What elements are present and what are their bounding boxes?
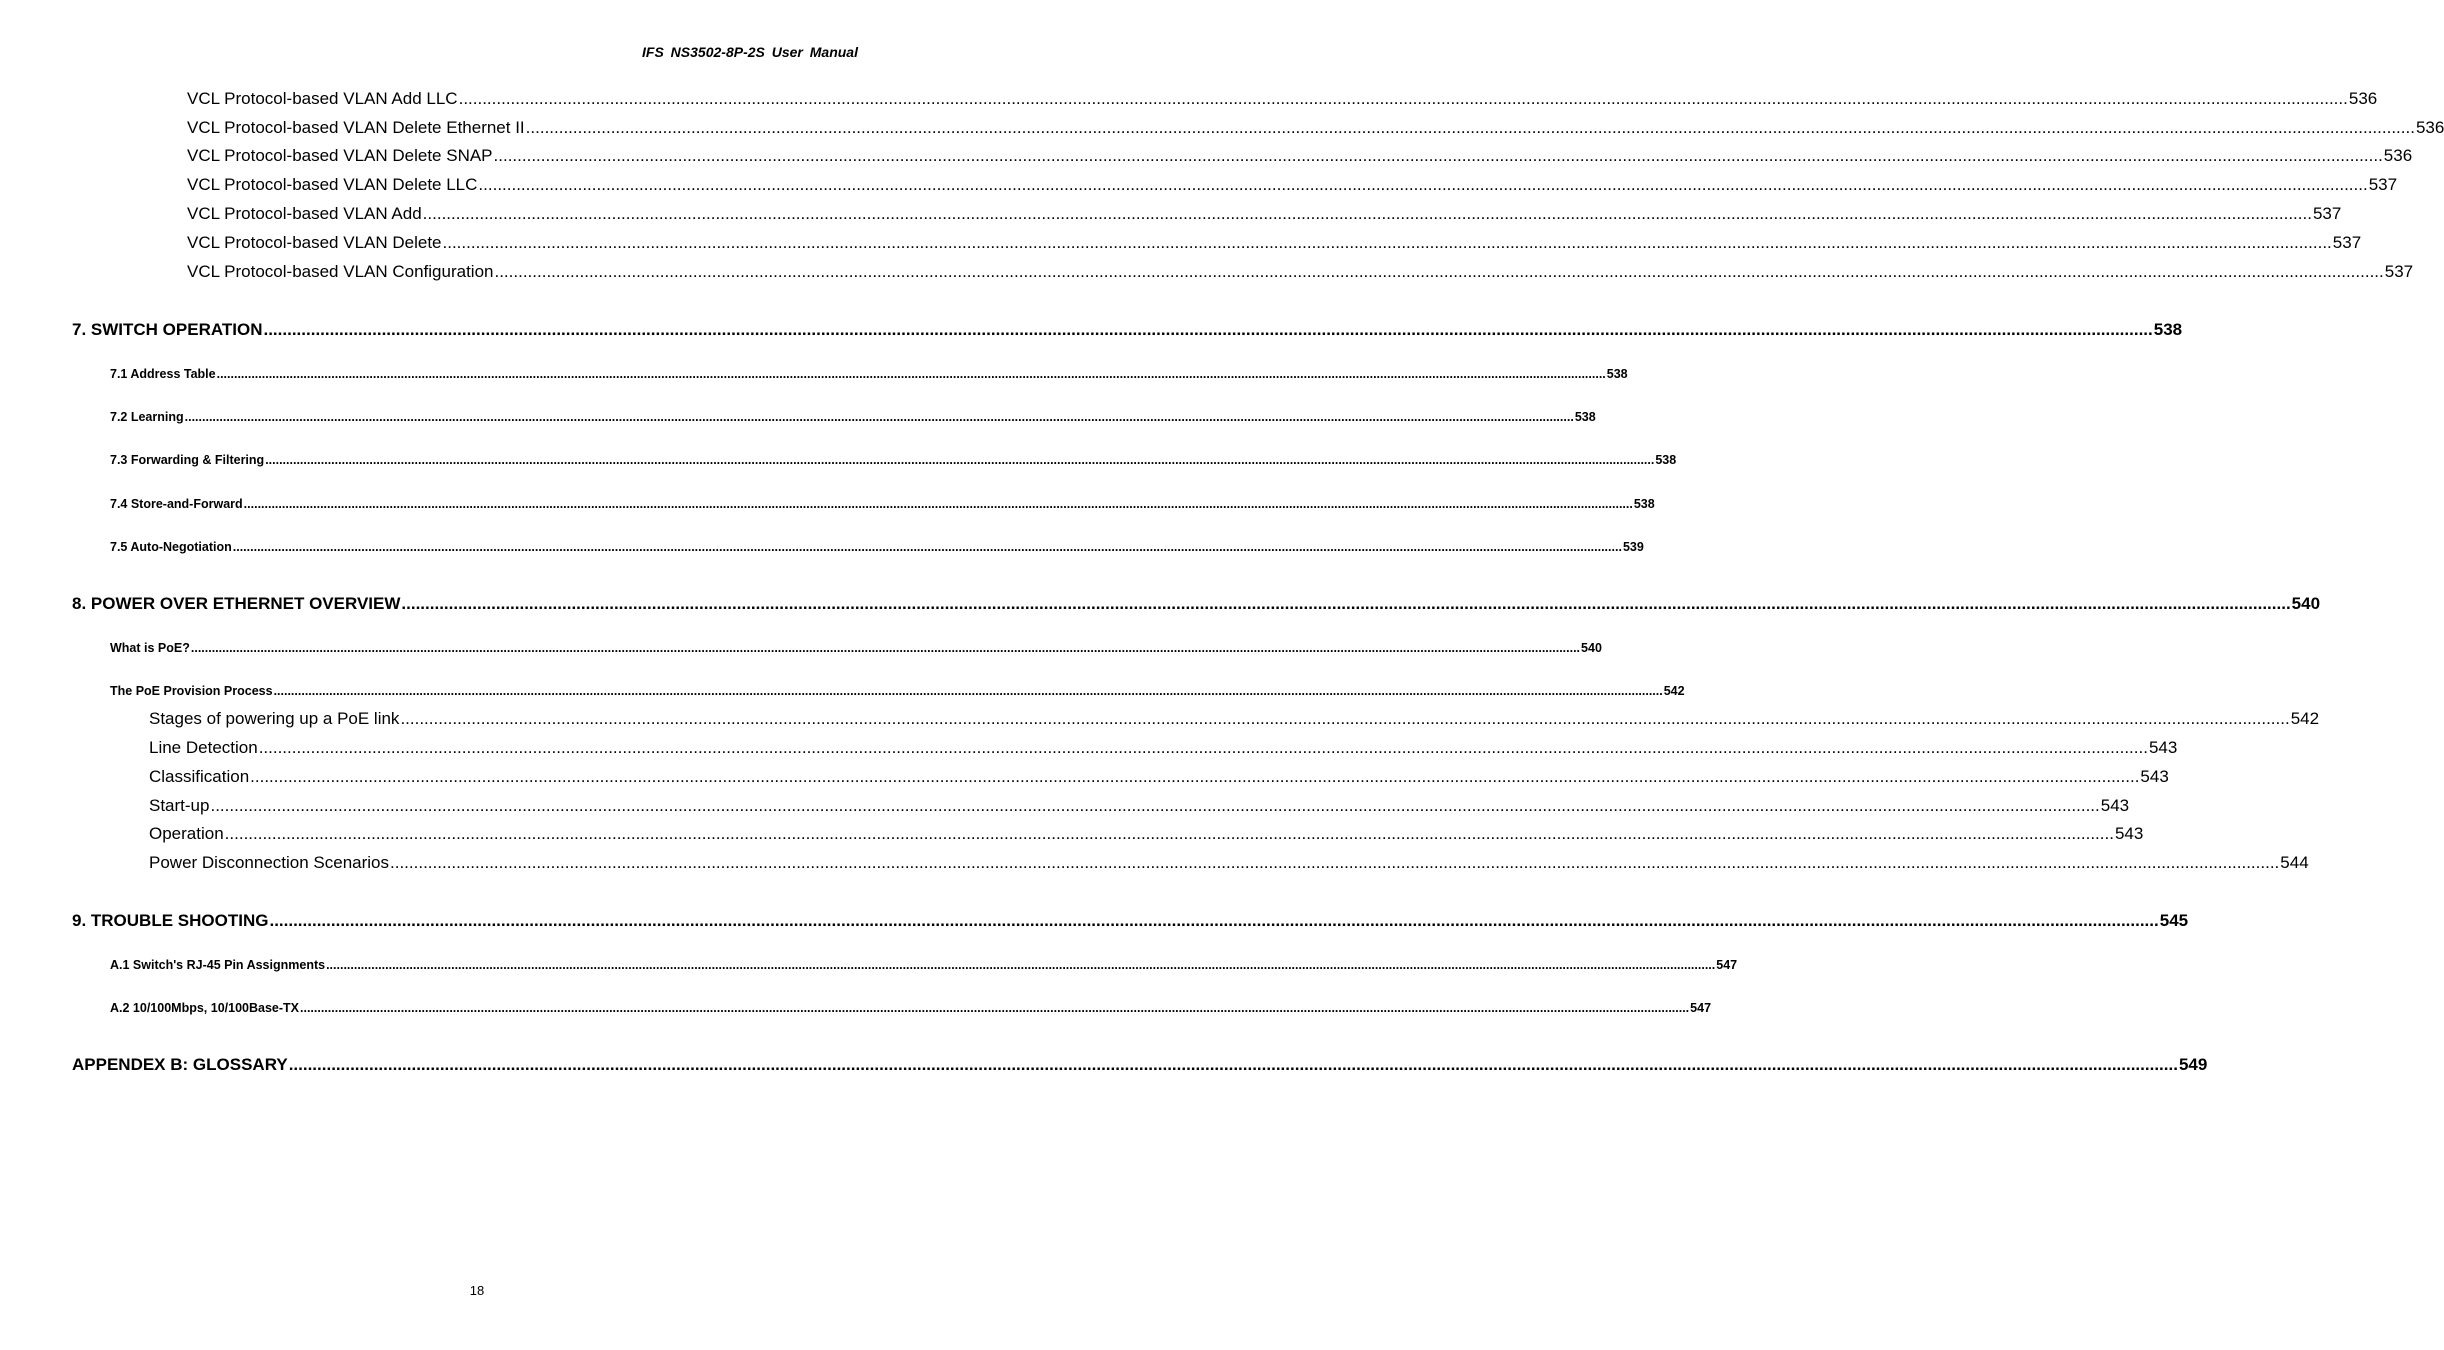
toc-leader-dots: ................................................................................................................................................................................................................................................................................................................................................................................................................: [190, 641, 1581, 655]
toc-entry-title: A.1 Switch's RJ-45 Pin Assignments: [110, 958, 326, 972]
toc-entry-title: Start-up: [149, 796, 210, 815]
toc-entry-page: 540: [1581, 641, 1602, 655]
toc-entry-title: VCL Protocol-based VLAN Delete LLC: [187, 175, 478, 194]
toc-entry-page: 542: [1663, 684, 1685, 698]
toc-entry-title: 7.5 Auto-Negotiation: [110, 540, 232, 554]
toc-entry[interactable]: [187, 262, 2414, 282]
toc-chapter-entry[interactable]: [72, 911, 2189, 931]
toc-entry-page: 545: [2159, 911, 2189, 930]
toc-entry-title: VCL Protocol-based VLAN Add LLC: [187, 89, 458, 108]
toc-entry-title: VCL Protocol-based VLAN Delete Ethernet II: [187, 118, 525, 137]
toc-entry[interactable]: [149, 767, 2169, 787]
toc-entry-page: 543: [2140, 767, 2169, 786]
toc-entry-page: 549: [2178, 1055, 2208, 1074]
toc-entry-title: 7. SWITCH OPERATION: [72, 320, 263, 339]
toc-section-entry[interactable]: [110, 540, 1644, 554]
toc-entry-page: 537: [2384, 262, 2414, 281]
toc-leader-dots: ................................................................................................................................................................................................................................................................................................................................................................................................................: [493, 146, 2383, 165]
toc-entry-page: 543: [2148, 738, 2178, 757]
toc-leader-dots: ................................................................................................................................................................................................................................................................................................................................................................................................................: [326, 958, 1716, 972]
toc-entry-page: 536: [2415, 118, 2444, 137]
toc-leader-dots: ................................................................................................................................................................................................................................................................................................................................................................................................................: [442, 233, 2332, 252]
toc-leader-dots: ................................................................................................................................................................................................................................................................................................................................................................................................................: [273, 684, 1663, 698]
toc-entry-page: 538: [1633, 497, 1655, 511]
toc-section-entry[interactable]: [110, 367, 1628, 381]
toc-entry[interactable]: [187, 233, 2362, 253]
toc-entry-title: Power Disconnection Scenarios: [149, 853, 390, 872]
toc-entry[interactable]: [187, 175, 2398, 195]
toc-entry-page: 543: [2114, 824, 2144, 843]
document-header: IFS NS3502-8P-2S User Manual: [642, 44, 858, 60]
toc-entry[interactable]: [149, 709, 2320, 729]
toc-entry-title: 7.2 Learning: [110, 410, 184, 424]
toc-entry-page: 538: [1606, 367, 1628, 381]
toc-leader-dots: ................................................................................................................................................................................................................................................................................................................................................................................................................: [400, 709, 2290, 728]
toc-entry[interactable]: [149, 738, 2178, 758]
toc-leader-dots: ................................................................................................................................................................................................................................................................................................................................................................................................................: [288, 1055, 2178, 1074]
toc-entry-page: 536: [2383, 146, 2413, 165]
toc-leader-dots: ................................................................................................................................................................................................................................................................................................................................................................................................................: [300, 1001, 1690, 1015]
toc-leader-dots: ................................................................................................................................................................................................................................................................................................................................................................................................................: [263, 320, 2153, 339]
toc-entry[interactable]: [187, 146, 2413, 166]
toc-entry-title: 7.1 Address Table: [110, 367, 216, 381]
toc-entry-page: 537: [2312, 204, 2342, 223]
toc-chapter-entry[interactable]: [72, 1055, 2208, 1075]
toc-leader-dots: ................................................................................................................................................................................................................................................................................................................................................................................................................: [216, 367, 1606, 381]
toc-entry-title: 7.3 Forwarding & Filtering: [110, 453, 265, 467]
toc-section-entry[interactable]: [110, 958, 1738, 972]
toc-entry-title: VCL Protocol-based VLAN Delete: [187, 233, 442, 252]
toc-leader-dots: ................................................................................................................................................................................................................................................................................................................................................................................................................: [422, 204, 2312, 223]
toc-section-entry[interactable]: [110, 497, 1655, 511]
toc-entry-page: 542: [2290, 709, 2320, 728]
toc-entry-title: 8. POWER OVER ETHERNET OVERVIEW: [72, 594, 401, 613]
toc-entry-page: 536: [2348, 89, 2378, 108]
toc-entry-title: Stages of powering up a PoE link: [149, 709, 400, 728]
toc-leader-dots: ................................................................................................................................................................................................................................................................................................................................................................................................................: [250, 767, 2140, 786]
toc-entry-page: 537: [2368, 175, 2398, 194]
toc-entry-title: Operation: [149, 824, 224, 843]
toc-entry-title: VCL Protocol-based VLAN Add: [187, 204, 422, 223]
toc-leader-dots: ................................................................................................................................................................................................................................................................................................................................................................................................................: [184, 410, 1574, 424]
toc-leader-dots: ................................................................................................................................................................................................................................................................................................................................................................................................................: [458, 89, 2348, 108]
toc-entry[interactable]: [187, 118, 2444, 138]
toc-entry-title: What is PoE?: [110, 641, 190, 655]
toc-leader-dots: ................................................................................................................................................................................................................................................................................................................................................................................................................: [258, 738, 2148, 757]
toc-section-entry[interactable]: [110, 641, 1602, 655]
toc-leader-dots: ................................................................................................................................................................................................................................................................................................................................................................................................................: [210, 796, 2100, 815]
toc-chapter-entry[interactable]: [72, 320, 2183, 340]
page-number: 18: [469, 1283, 485, 1298]
toc-leader-dots: ................................................................................................................................................................................................................................................................................................................................................................................................................: [265, 453, 1655, 467]
toc-entry-title: APPENDEX B: GLOSSARY: [72, 1055, 288, 1074]
toc-entry[interactable]: [149, 796, 2130, 816]
toc-entry-title: The PoE Provision Process: [110, 684, 273, 698]
toc-entry-title: VCL Protocol-based VLAN Configuration: [187, 262, 494, 281]
toc-entry-title: Line Detection: [149, 738, 258, 757]
toc-entry-page: 537: [2332, 233, 2362, 252]
toc-entry-title: 7.4 Store-and-Forward: [110, 497, 243, 511]
toc-entry-page: 538: [2153, 320, 2183, 339]
toc-entry-title: Classification: [149, 767, 250, 786]
toc-entry-page: 547: [1690, 1001, 1712, 1015]
toc-leader-dots: ................................................................................................................................................................................................................................................................................................................................................................................................................: [269, 911, 2159, 930]
toc-leader-dots: ................................................................................................................................................................................................................................................................................................................................................................................................................: [401, 594, 2291, 613]
toc-section-entry[interactable]: [110, 453, 1677, 467]
toc-entry[interactable]: [149, 853, 2309, 873]
toc-entry-page: 538: [1655, 453, 1677, 467]
toc-entry-page: 539: [1622, 540, 1644, 554]
toc-entry[interactable]: [187, 89, 2378, 109]
toc-leader-dots: ................................................................................................................................................................................................................................................................................................................................................................................................................: [224, 824, 2114, 843]
toc-entry-page: 547: [1716, 958, 1738, 972]
toc-entry-page: 544: [2280, 853, 2309, 872]
toc-entry-page: 538: [1574, 410, 1596, 424]
toc-leader-dots: ................................................................................................................................................................................................................................................................................................................................................................................................................: [525, 118, 2415, 137]
toc-leader-dots: ................................................................................................................................................................................................................................................................................................................................................................................................................: [390, 853, 2280, 872]
toc-leader-dots: ................................................................................................................................................................................................................................................................................................................................................................................................................: [494, 262, 2384, 281]
toc-chapter-entry[interactable]: [72, 594, 2321, 614]
toc-section-entry[interactable]: [110, 684, 1685, 698]
toc-entry-title: VCL Protocol-based VLAN Delete SNAP: [187, 146, 493, 165]
toc-entry-page: 540: [2291, 594, 2321, 613]
toc-entry[interactable]: [149, 824, 2144, 844]
toc-entry-title: 9. TROUBLE SHOOTING: [72, 911, 269, 930]
toc-entry-page: 543: [2100, 796, 2130, 815]
toc-entry-title: A.2 10/100Mbps, 10/100Base-TX: [110, 1001, 299, 1015]
toc-section-entry[interactable]: [110, 410, 1596, 424]
toc-section-entry[interactable]: [110, 1001, 1712, 1015]
toc-leader-dots: ................................................................................................................................................................................................................................................................................................................................................................................................................: [232, 540, 1622, 554]
toc-leader-dots: ................................................................................................................................................................................................................................................................................................................................................................................................................: [478, 175, 2368, 194]
toc-entry[interactable]: [187, 204, 2342, 224]
toc-leader-dots: ................................................................................................................................................................................................................................................................................................................................................................................................................: [243, 497, 1633, 511]
